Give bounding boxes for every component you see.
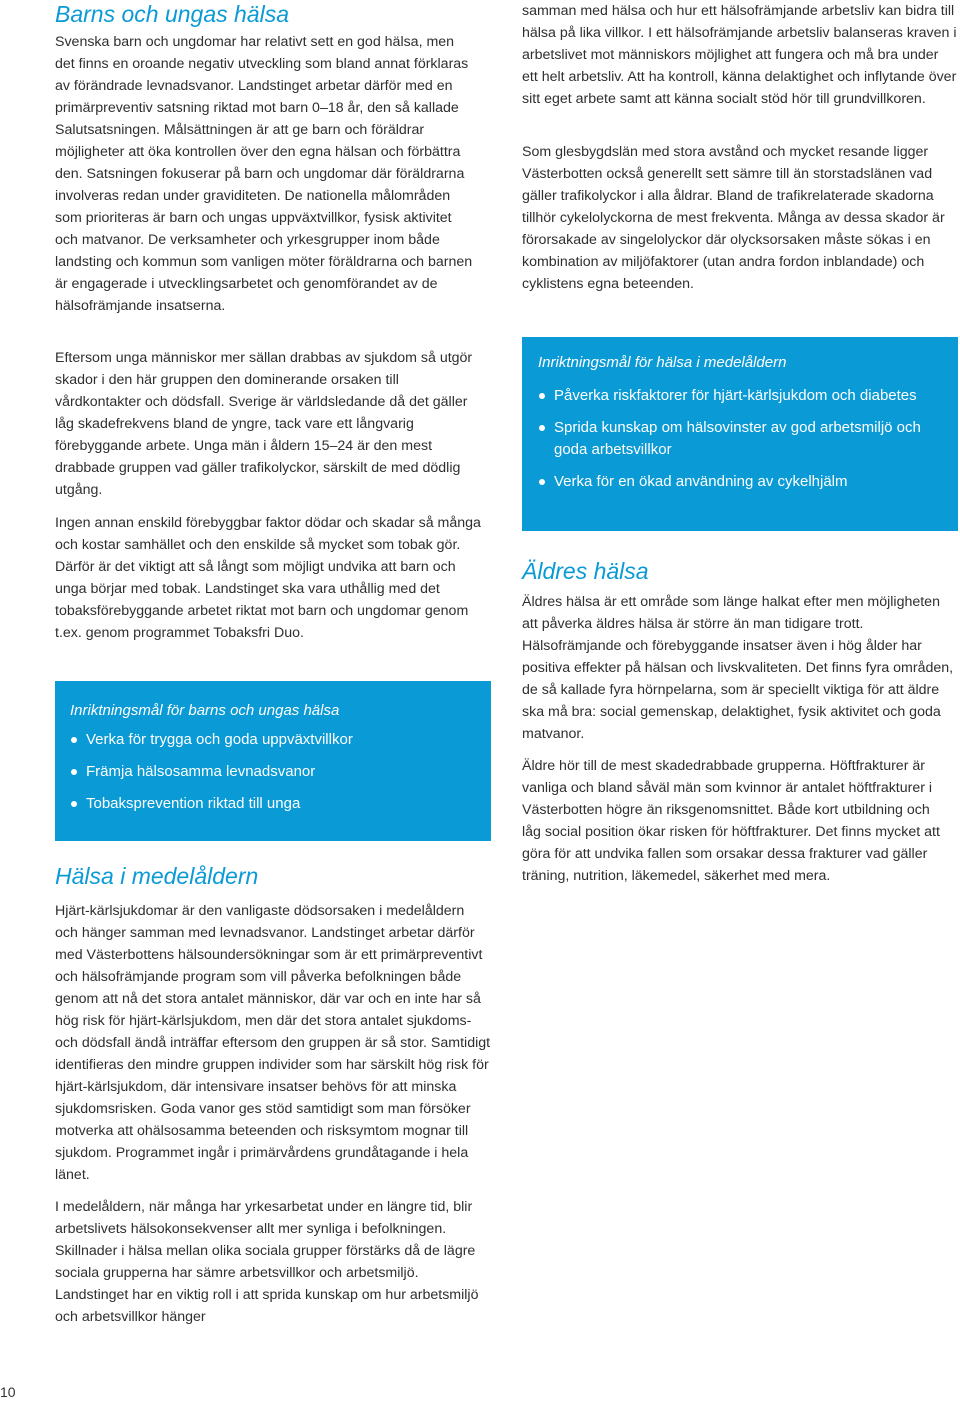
goal-item: Sprida kunskap om hälsovinster av god arbetsmiljö och goda arbetsvillkor xyxy=(538,417,942,461)
goals-box-children xyxy=(55,681,491,841)
section-elderly xyxy=(522,557,960,887)
paragraph-right-1: samman med hälsa och hur ett hälsofrämjande arbetsliv kan bidra till hälsa på lika villkor. I ett hälsofrämjande arbetsliv balanseras kraven i arbetslivet mot människors möjlighet att fungera och må bra under ett helt arbetsliv. Att ha kontroll, känna delaktighet och inflytande över sitt eget arbete samt att känna socialt stöd hör till grundvillkoren. xyxy=(522,3,957,107)
goals-box-middle-age-title: Inriktningsmål för hälsa i medelåldern xyxy=(538,354,787,371)
goal-item: Främja hälsosamma levnadsvanor xyxy=(70,761,475,783)
goals-list-middle-age xyxy=(538,385,942,493)
heading-aldres-halsa: Äldres hälsa xyxy=(522,558,649,584)
goals-box-children-title: Inriktningsmål för barns och ungas hälsa xyxy=(70,702,340,719)
paragraph-elderly-2: Äldre hör till de mest skadedrabbade grupperna. Höftfrakturer är vanliga och bland såväl män som kvinnor är antalet höftfrakturer i Västerbotten högre än riksgenomsnittet. Både kort utbildning och låg social position ökar risken för höftfrakturer. Det finns mycket att göra för att undvika fallen som orsakar dessa frakturer vad gäller träning, nutrition, läkemedel, säkerhet med mera. xyxy=(522,758,940,884)
goals-box-middle-age xyxy=(522,337,958,531)
goal-item: Påverka riskfaktorer för hjärt-kärlsjukdom och diabetes xyxy=(538,385,942,407)
section-middle-age xyxy=(55,862,491,1328)
paragraph-middle-2: I medelåldern, när många har yrkesarbetat under en längre tid, blir arbetslivets hälsokonsekvenser allt mer synliga i befolkningen. Skillnader i hälsa mellan olika sociala grupper förstärks då de lägre sociala grupperna har sämre arbetsvillkor och arbetsmiljö. Landstinget har en viktig roll i att sprida kunskap om hur arbetsmiljö och arbetsvillkor hänger xyxy=(55,1199,479,1325)
paragraph-middle-1: Hjärt-kärlsjukdomar är den vanligaste dödsorsaken i medelåldern och hänger samman med levnadsvanor. Landstinget arbetar därför med Västerbottens hälsoundersökningar som är ett primärpreventivt och hälsofrämjande program som vill påverka befolkningen både genom att nå det stora antalet människor, där var och en inte har så hög risk för hjärt-kärlsjukdom, men där det stora antalet sjukdoms- och dödsfall ändå inträffar eftersom den gruppen är så stor. Samtidigt identifieras den mindre gruppen individer som har särskilt hög risk för hjärt-kärlsjukdom, där intensivare insatser behövs för att minska sjukdomsrisken. Goda vanor ges stöd samtidigt som man försöker motverka att ohälsosamma beteenden och risksymtom mognar till sjukdom. Programmet ingår i primärvårdens grundåtagande i hela länet. xyxy=(55,903,491,1183)
goals-list-children xyxy=(70,729,475,815)
paragraph-right-2: Som glesbygdslän med stora avstånd och mycket resande ligger Västerbotten också generellt sett sämre till än storstadslänen vad gäller trafikolyckor i alla åldrar. Bland de trafikrelaterade skadorna tillhör cykelolyckorna de mest frekventa. Många av dessa skador är förorsakade av singelolyckor där olycksorsaken måste sökas i en kombination av miljöfaktorer (utan andra fordon inblandade) och cyklistens egna beteenden. xyxy=(522,144,945,292)
goal-item: Tobaksprevention riktad till unga xyxy=(70,793,475,815)
heading-halsa-i-medelaldern: Hälsa i medelåldern xyxy=(55,863,259,889)
paragraph-children-2: Eftersom unga människor mer sällan drabbas av sjukdom så utgör skador i den här gruppen den dominerande orsaken till vårdkontakter och dödsfall. Sverige är världsledande då det gäller låg skadefrekvens bland de yngre, tack vare ett långvarig förebyggande arbete. Unga män i åldern 15–24 är den mest drabbade gruppen vad gäller trafikolyckor, särskilt de med dödlig utgång. xyxy=(55,350,473,498)
heading-barns-och-ungas-halsa: Barns och ungas hälsa xyxy=(55,1,289,27)
goal-item: Verka för en ökad användning av cykelhjälm xyxy=(538,471,942,493)
goal-item: Verka för trygga och goda uppväxtvillkor xyxy=(70,729,475,751)
page-number: 10 xyxy=(0,1384,16,1400)
paragraph-elderly-1: Äldres hälsa är ett område som länge halkat efter men möjligheten att påverka äldres hälsa är större än man tidigare trott. Hälsofrämjande och förebyggande insatser även i hög ålder har positiva effekter på hälsan och livskvaliteten. Det finns fyra områden, de så kallade fyra hörnpelarna, som är speciellt viktiga för att äldre ska må bra: social gemenskap, delaktighet, fysik aktivitet och goda matvanor. xyxy=(522,594,954,742)
paragraph-children-3: Ingen annan enskild förebyggbar faktor dödar och skadar så många och kostar samhället och den enskilde så mycket som tobak gör. Därför är det viktigt att så långt som möjligt undvika att barn och unga börjar med tobak. Landstinget ska vara uthållig med det tobaksförebyggande arbetet riktat mot barn och ungdomar genom t.ex. genom programmet Tobaksfri Duo. xyxy=(55,515,481,641)
paragraph-children-1: Svenska barn och ungdomar har relativt sett en god hälsa, men det finns en oroande negativ utveckling som bland annat förklaras av förändrade levnadsvanor. Landstinget arbetar därför med en primärpreventiv satsning riktad mot barn 0–18 år, den så kallade Salutsatsningen. Målsättningen är att ge barn och föräldrar möjligheter att öka kontrollen över den egna hälsan och förbättra den. Satsningen fokuserar på barn och ungdomar där föräldrarna involveras redan under graviditeten. De nationella målområden som prioriteras är barn och ungas uppväxtvillkor, fysisk aktivitet och matvanor. De verksamheter och yrkesgrupper inom både landsting och kommun som vanligen möter föräldrarna och barnen är engagerade i utvecklingsarbetet och genomförandet av de hälsofrämjande insatserna. xyxy=(55,34,473,314)
